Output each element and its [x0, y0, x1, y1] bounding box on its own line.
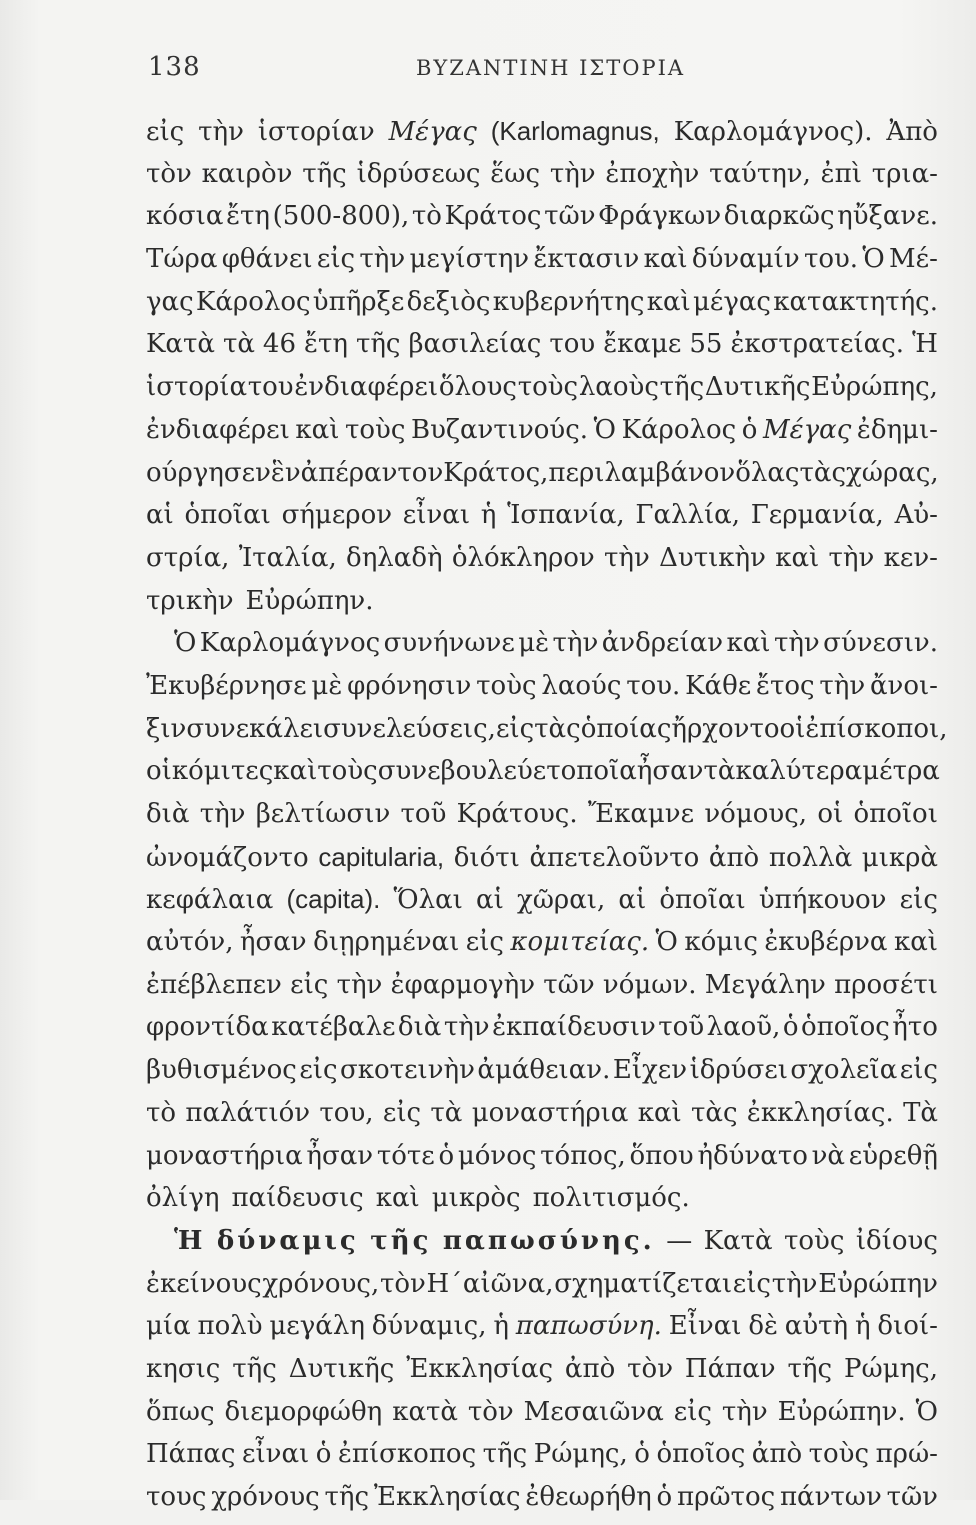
- text-line: κησις τῆς Δυτικῆς Ἐκκλησίας ἀπὸ τὸν Πάπαν τῆς Ρώμης,: [146, 1353, 938, 1384]
- text-line: Ἐκυβέρνησε μὲ φρόνησιν τοὺς λαούς του. Κάθε ἔτος τὴν ἄνοι-: [146, 670, 938, 701]
- text-line: αὐτόν, ἦσαν διῃρημέναι εἰς κομιτείας. Ὁ κόμις ἐκυβέρνα καὶ: [146, 927, 938, 958]
- running-title: ΒΥΖΑΝΤΙΝΗ ΙΣΤΟΡΙΑ: [416, 56, 686, 80]
- page-header: [148, 52, 838, 92]
- text-line: ὀλίγη παίδευσις καὶ μικρὸς πολιτισμός.: [146, 1183, 690, 1214]
- text-line: τους χρόνους τῆς Ἐκκλησίας ἐθεωρήθη ὁ πρῶτος πάντων τῶν: [146, 1482, 938, 1512]
- text-line: διὰ τὴν βελτίωσιν τοῦ Κράτους. Ἔκαμνε νόμους, οἱ ὁποῖοι: [146, 799, 938, 829]
- text-line: Ὁ Καρλομάγνος συνήνωνε μὲ τὴν ἀνδρείαν καὶ τὴν σύνεσιν.: [174, 628, 938, 659]
- page-number: 138: [148, 52, 201, 82]
- text-line: τρικὴν Εὐρώπην.: [146, 585, 374, 616]
- text-line: ἱστορία του ἐνδιαφέρει ὅλους τοὺς λαοὺς τῆς Δυτικῆς Εὐρώπης,: [146, 372, 938, 403]
- text-line: τὸ παλάτιόν του, εἰς τὰ μοναστήρια καὶ τὰς ἐκκλησίας. Τὰ: [146, 1097, 938, 1128]
- text-line: στρία, Ἰταλία, δηλαδὴ ὁλόκληρον τὴν Δυτικὴν καὶ τὴν κεν-: [146, 542, 938, 573]
- text-line: ὠνομάζοντο capitularia, διότι ἀπετελοῦντο ἀπὸ πολλὰ μικρὰ: [146, 841, 938, 873]
- text-line: μοναστήρια ἦσαν τότε ὁ μόνος τόπος, ὅπου ἠδύνατο νὰ εὑρεθῇ: [146, 1140, 938, 1171]
- text-line: ἐπέβλεπεν εἰς τὴν ἐφαρμογὴν τῶν νόμων. Μεγάλην προσέτι: [146, 969, 938, 1000]
- text-line: Ἡ δύναμις τῆς παπωσύνης. — Κατὰ τοὺς ἰδίους: [174, 1225, 938, 1256]
- text-line: ἐνδιαφέρει καὶ τοὺς Βυζαντινούς. Ὁ Κάρολος ὁ Μέγας ἐδημι-: [146, 414, 938, 445]
- text-line: τὸν καιρὸν τῆς ἱδρύσεως ἕως τὴν ἐποχὴν ταύτην, ἐπὶ τρια-: [146, 158, 938, 189]
- text-line: φροντίδα κατέβαλε διὰ τὴν ἐκπαίδευσιν τοῦ λαοῦ, ὁ ὁποῖος ἦτο: [146, 1012, 938, 1043]
- text-line: οἱ κόμιτες καὶ τοὺς συνεβουλεύετο ποῖα ἦσαν τὰ καλύτερα μέτρα: [146, 756, 940, 787]
- text-line: γας Κάρολος ὑπῆρξε δεξιὸς κυβερνήτης καὶ μέγας κατακτητής.: [146, 286, 938, 317]
- text-line: ούργησεν ἓν ἀπέραντον Κράτος, περιλαμβάνον ὅλας τὰς χώρας,: [146, 457, 939, 488]
- text-line: εἰς τὴν ἱστορίαν Μέγας (Karlomagnus, Καρλομάγνος). Ἀπὸ: [146, 116, 938, 147]
- text-line: ὅπως διεμορφώθη κατὰ τὸν Μεσαιῶνα εἰς τὴν Εὐρώπην. Ὁ: [146, 1396, 938, 1427]
- text-line: αἱ ὁποῖαι σήμερον εἶναι ἡ Ἱσπανία, Γαλλία, Γερμανία, Αὐ-: [146, 500, 938, 531]
- text-line: κεφάλαια (capita). Ὅλαι αἱ χῶραι, αἱ ὁποῖαι ὑπήκουον εἰς: [146, 884, 938, 916]
- text-line: ξιν συνεκάλει συνελεύσεις, εἰς τὰς ὁποίας ἤρχοντο οἱ ἐπίσκοποι,: [146, 713, 948, 744]
- text-line: ἐκείνους χρόνους, τὸν Η΄ αἰῶνα, σχηματίζεται εἰς τὴν Εὐρώπην: [146, 1268, 938, 1299]
- text-line: Πάπας εἶναι ὁ ἐπίσκοπος τῆς Ρώμης, ὁ ὁποῖος ἀπὸ τοὺς πρώ-: [146, 1439, 938, 1470]
- text-line: Τώρα φθάνει εἰς τὴν μεγίστην ἔκτασιν καὶ δύναμίν του. Ὁ Μέ-: [146, 244, 938, 275]
- text-line: βυθισμένος εἰς σκοτεινὴν ἀμάθειαν. Εἶχεν ἱδρύσει σχολεῖα εἰς: [146, 1055, 938, 1086]
- body-text: [146, 116, 948, 1525]
- text-line: κόσια ἔτη (500-800), τὸ Κράτος τῶν Φράγκων διαρκῶς ηὔξανε.: [146, 201, 938, 232]
- text-line: Κατὰ τὰ 46 ἔτη τῆς βασιλείας του ἔκαμε 55 ἐκστρατείας. Ἡ: [146, 329, 938, 360]
- text-line: μία πολὺ μεγάλη δύναμις, ἡ παπωσύνη. Εἶναι δὲ αὐτὴ ἡ διοί-: [146, 1311, 938, 1342]
